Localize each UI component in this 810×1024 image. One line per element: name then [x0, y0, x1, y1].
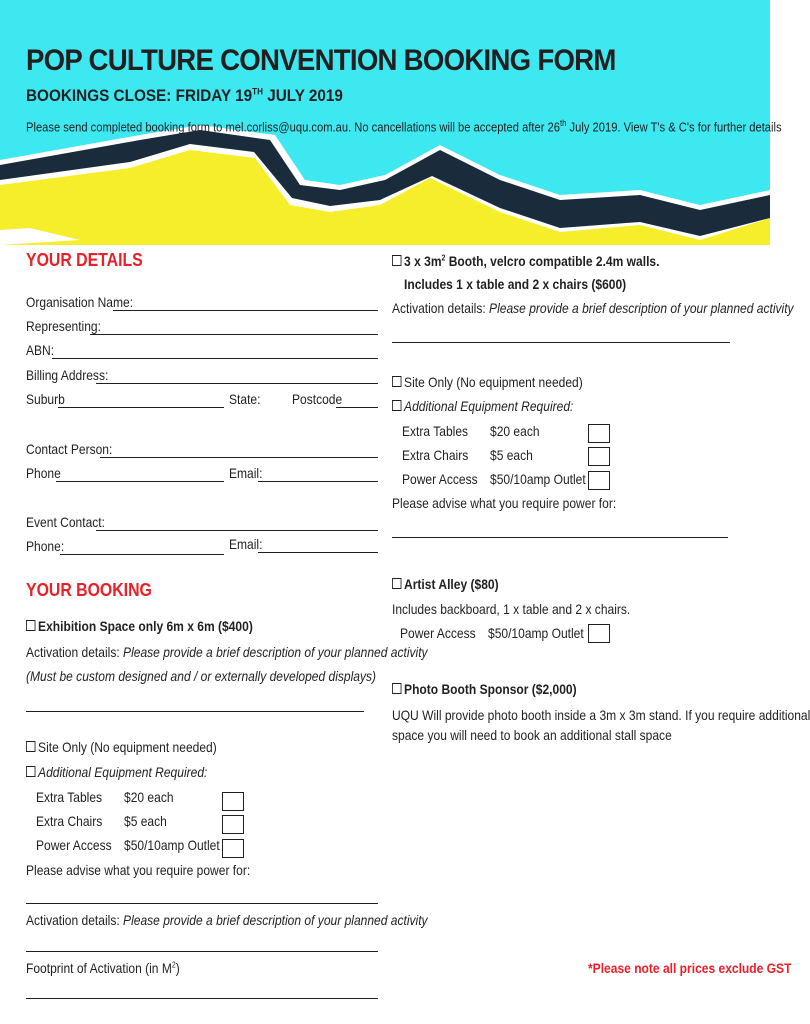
organisation-name-label: Organisation Name:: [26, 294, 134, 310]
booth-power-advise-label: Please advise what you require power for:: [392, 495, 617, 511]
event-phone-label: Phone:: [26, 538, 65, 554]
photo-booth-desc-2: space you will need to book an additional stall space: [392, 727, 672, 743]
power-access-price: $50/10amp Outlet: [124, 837, 220, 853]
photo-booth-desc-1: UQU Will provide photo booth inside a 3m x 3m stand. If you require additional: [392, 707, 810, 723]
event-email-label: Email:: [229, 536, 263, 552]
exhibition-checkbox[interactable]: [26, 620, 35, 631]
site-only-option[interactable]: Site Only (No equipment needed): [26, 739, 217, 755]
your-booking-heading: YOUR BOOKING: [26, 580, 152, 600]
exhibition-activation-field[interactable]: [26, 711, 364, 712]
booth-site-only-checkbox[interactable]: [392, 376, 401, 387]
representing-label: Representing:: [26, 318, 101, 334]
abn-field[interactable]: [52, 358, 378, 359]
site-only-checkbox[interactable]: [26, 741, 35, 752]
extra-tables-label: Extra Tables: [36, 789, 103, 805]
booth-site-only-option[interactable]: Site Only (No equipment needed): [392, 374, 583, 390]
event-contact-field[interactable]: [96, 530, 378, 531]
booth-checkbox[interactable]: [392, 255, 401, 266]
contact-person-label: Contact Person:: [26, 441, 113, 457]
event-phone-field[interactable]: [60, 554, 224, 555]
extra-chairs-qty[interactable]: [222, 815, 244, 834]
artist-alley-option[interactable]: Artist Alley ($80): [392, 576, 499, 592]
extra-chairs-label: Extra Chairs: [36, 813, 103, 829]
artist-alley-includes: Includes backboard, 1 x table and 2 x chairs.: [392, 601, 631, 617]
booth-additional-equipment-checkbox[interactable]: [392, 400, 401, 411]
additional-equipment-checkbox[interactable]: [26, 766, 35, 777]
billing-address-field[interactable]: [96, 383, 378, 384]
organisation-name-field[interactable]: [113, 310, 378, 311]
booth-extra-tables-label: Extra Tables: [402, 423, 469, 439]
artist-power-access-label: Power Access: [400, 625, 476, 641]
footprint-label: Footprint of Activation (in $M^2$): [26, 960, 180, 976]
booth-extra-chairs-qty[interactable]: [588, 447, 610, 466]
power-access-label: Power Access: [36, 837, 112, 853]
artist-alley-checkbox[interactable]: [392, 578, 401, 589]
booth-extra-tables-price: $20 each: [490, 423, 540, 439]
postcode-label: Postcode: [292, 391, 343, 407]
exhibition-activation-label: Activation details: Please provide a brief description of your planned activity: [26, 644, 428, 660]
booth-power-access-qty[interactable]: [588, 471, 610, 490]
abn-label: ABN:: [26, 342, 55, 358]
contact-person-field[interactable]: [100, 457, 378, 458]
state-label: State:: [229, 391, 261, 407]
email-field[interactable]: [258, 481, 378, 482]
booth-power-access-price: $50/10amp Outlet: [490, 471, 586, 487]
booth-extra-tables-qty[interactable]: [588, 424, 610, 443]
booth-activation-label: Activation details: Please provide a brief description of your planned activity: [392, 300, 794, 316]
booth-activation-field[interactable]: [392, 342, 730, 343]
event-contact-label: Event Contact:: [26, 514, 105, 530]
phone-label: Phone: [26, 465, 61, 481]
booth-includes: Includes 1 x table and 2 x chairs ($600): [404, 276, 627, 292]
booth-option[interactable]: 3 x $3m^2$ Booth, velcro compatible 2.4m walls.: [392, 253, 659, 269]
extra-tables-qty[interactable]: [222, 792, 244, 811]
your-details-heading: YOUR DETAILS: [26, 250, 143, 270]
event-email-field[interactable]: [258, 552, 378, 553]
postcode-field[interactable]: [336, 407, 378, 408]
power-advise-label: Please advise what you require power for:: [26, 862, 251, 878]
extra-chairs-price: $5 each: [124, 813, 167, 829]
booth-power-advise-field[interactable]: [392, 537, 728, 538]
billing-address-label: Billing Address:: [26, 367, 109, 383]
representing-field[interactable]: [90, 334, 378, 335]
custom-display-note: (Must be custom designed and / or externally developed displays): [26, 668, 377, 684]
submission-note: Please send completed booking form to mel.corliss@uqu.com.au. No cancellations will be accepted after 26th July 2019. View T's & C's for further details: [26, 118, 782, 135]
photo-booth-option[interactable]: Photo Booth Sponsor ($2,000): [392, 681, 577, 697]
power-access-qty[interactable]: [222, 839, 244, 858]
gst-note: *Please note all prices exclude GST: [588, 960, 792, 976]
additional-equipment-option[interactable]: Additional Equipment Required:: [26, 764, 207, 780]
bookings-close: BOOKINGS CLOSE: FRIDAY 19TH JULY 2019: [26, 86, 343, 105]
activation2-label: Activation details: Please provide a brief description of your planned activity: [26, 912, 428, 928]
footprint-field[interactable]: [26, 998, 378, 999]
booth-extra-chairs-label: Extra Chairs: [402, 447, 469, 463]
booth-extra-chairs-price: $5 each: [490, 447, 533, 463]
extra-tables-price: $20 each: [124, 789, 174, 805]
phone-field[interactable]: [56, 481, 224, 482]
suburb-label: Suburb: [26, 391, 65, 407]
power-advise-field[interactable]: [26, 903, 378, 904]
artist-power-access-price: $50/10amp Outlet: [488, 625, 584, 641]
booth-power-access-label: Power Access: [402, 471, 478, 487]
form-title: POP CULTURE CONVENTION BOOKING FORM: [26, 44, 616, 77]
exhibition-space-option[interactable]: Exhibition Space only 6m x 6m ($400): [26, 618, 253, 634]
email-label: Email:: [229, 465, 263, 481]
activation2-field[interactable]: [26, 951, 378, 952]
booth-additional-equipment-option[interactable]: Additional Equipment Required:: [392, 398, 573, 414]
artist-power-access-qty[interactable]: [588, 624, 610, 643]
suburb-field[interactable]: [58, 407, 224, 408]
photo-booth-checkbox[interactable]: [392, 683, 401, 694]
